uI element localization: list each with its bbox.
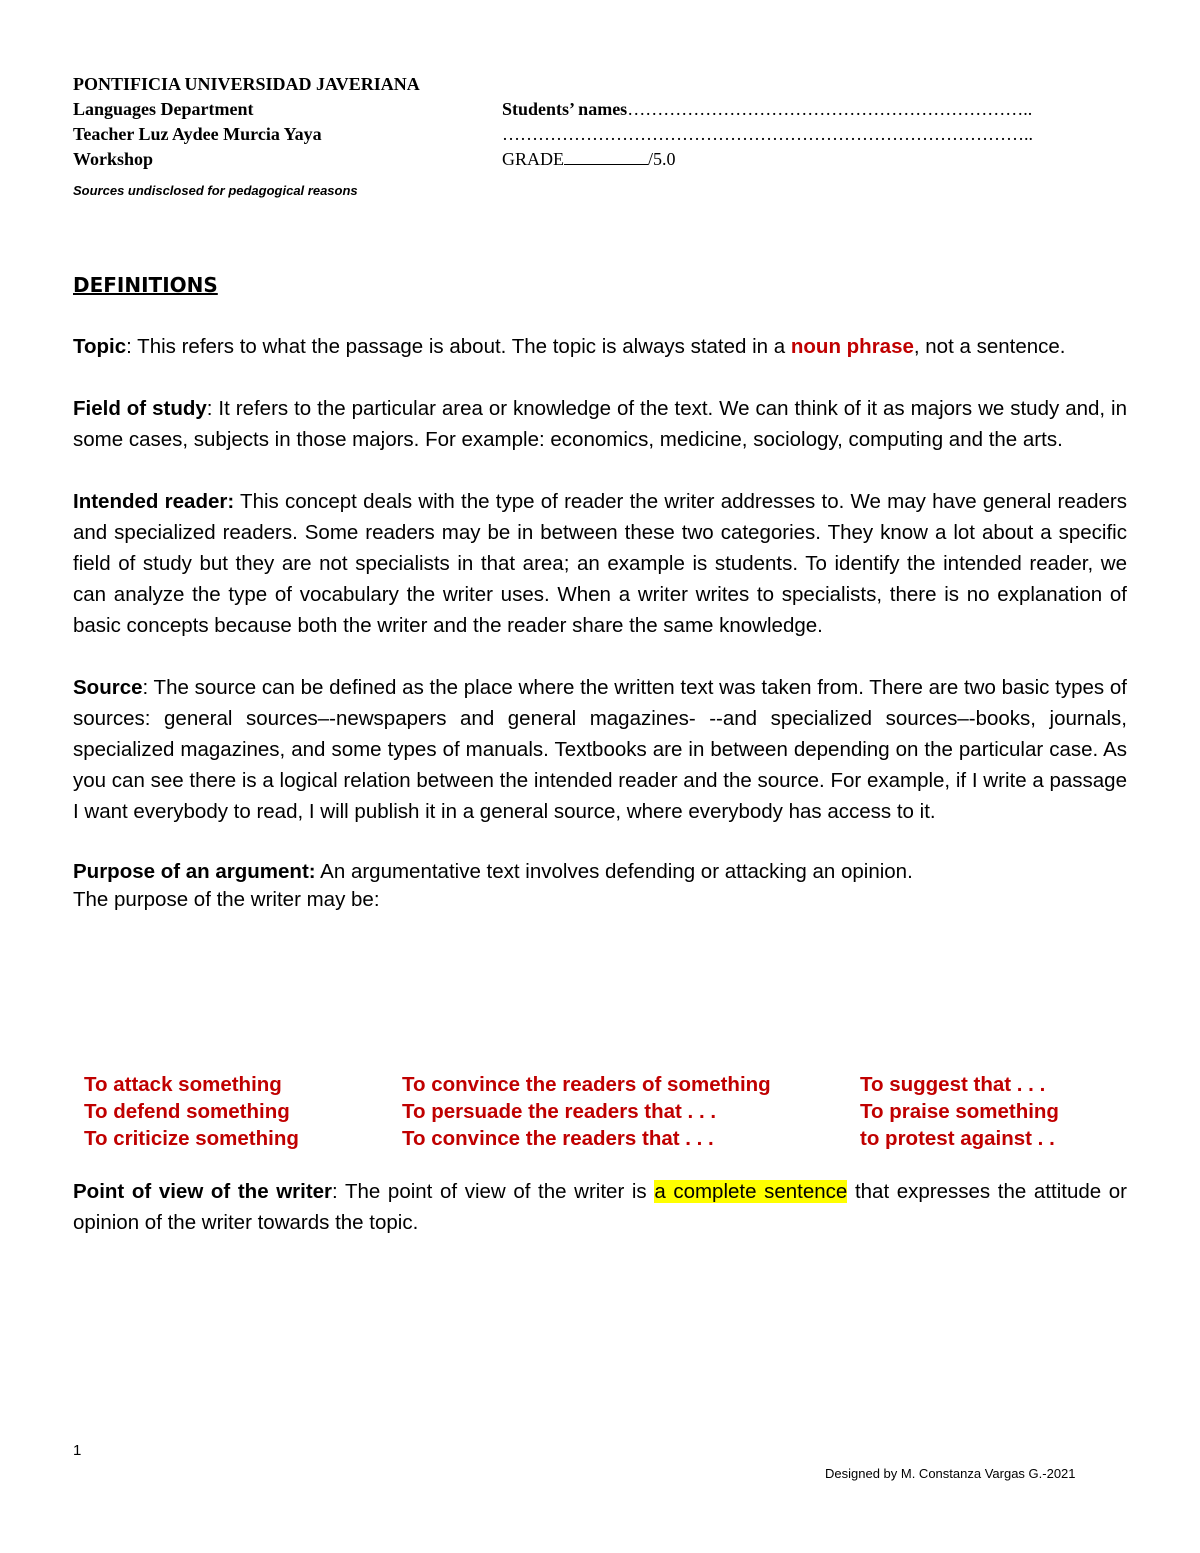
purpose-line2: The purpose of the writer may be: xyxy=(73,888,380,911)
students-names-line xyxy=(502,97,1122,122)
footer-credit: Designed by M. Constanza Vargas G.-2021 xyxy=(825,1466,1076,1481)
purpose-option: To praise something xyxy=(860,1100,1059,1123)
topic-text-a: : This refers to what the passage is about. The topic is always stated in a xyxy=(126,335,791,358)
source-definition xyxy=(73,672,1127,827)
pov-text-b: that expresses the attitude or opinion of the writer towards the topic. xyxy=(73,1180,1127,1234)
purpose-definition xyxy=(73,858,1127,886)
purpose-column-2 xyxy=(402,1071,771,1152)
complete-sentence-highlight: a complete sentence xyxy=(654,1180,848,1203)
grade-label: GRADE xyxy=(502,149,564,169)
pov-term: Point of view of the writer xyxy=(73,1180,333,1203)
purpose-option: To defend something xyxy=(84,1100,290,1123)
purpose-term: Purpose of an argument: xyxy=(73,860,316,883)
page-number: 1 xyxy=(73,1442,82,1459)
purpose-column-3 xyxy=(860,1071,1059,1152)
topic-definition xyxy=(73,331,1127,362)
purpose-option: To convince the readers that . . . xyxy=(402,1127,714,1150)
department-name: Languages Department xyxy=(73,99,254,119)
source-text: : The source can be defined as the place where the written text was taken from. There are two basic types of sources: general sources–-newspapers and general magazines- --and specialized sources–-books, journals, specialized magazines, and some types of manuals. Textbooks are in between depending on the particular case. As you can see there is a logical relation between the intended reader and the source. For example, if I write a passage I want everybody to read, I will publish it in a general source, where everybody has access to it. xyxy=(73,676,1127,823)
noun-phrase-emphasis: noun phrase xyxy=(790,335,914,358)
topic-term: Topic xyxy=(73,335,127,358)
students-names-label: Students’ names xyxy=(502,99,628,119)
grade-line xyxy=(502,147,1122,172)
reader-definition xyxy=(73,486,1127,641)
field-text: : It refers to the particular area or knowledge of the text. We can think of it as majors we study and, in some cases, subjects in those majors. For example: economics, medicine, sociology, computing and the arts. xyxy=(73,397,1127,451)
purpose-option: to protest against . . xyxy=(860,1127,1055,1150)
reader-text: This concept deals with the type of reader the writer addresses to. We may have general readers and specialized readers. Some readers may be in between these two categories. They know a lot about a specific field of study but they are not specialists in that area; an example is students. To identify the intended reader, we can analyze the type of vocabulary the writer uses. When a writer writes to specialists, there is no explanation of basic concepts because both the writer and the reader share the same knowledge. xyxy=(73,490,1127,637)
grade-blank xyxy=(564,148,648,165)
purpose-option: To persuade the readers that . . . xyxy=(402,1100,717,1123)
purpose-option: To suggest that . . . xyxy=(860,1073,1046,1096)
students-names-dots: ………………………………………………………….. xyxy=(627,99,1033,119)
topic-text-b: , not a sentence. xyxy=(913,335,1066,358)
field-term: Field of study xyxy=(73,397,207,420)
purpose-text: An argumentative text involves defending or attacking an opinion. xyxy=(315,860,913,883)
pov-text-a: : The point of view of the writer is xyxy=(332,1180,655,1203)
workshop-label: Workshop xyxy=(73,149,154,169)
purpose-option: To convince the readers of something xyxy=(402,1073,771,1096)
header-right xyxy=(502,97,1122,172)
students-names-dots-line2: …………………………………………………………………………….. xyxy=(502,124,1033,144)
field-definition xyxy=(73,393,1127,455)
grade-suffix: /5.0 xyxy=(648,149,676,169)
definitions-title: DEFINITIONS xyxy=(73,273,218,297)
reader-term: Intended reader: xyxy=(73,490,235,513)
sources-note: Sources undisclosed for pedagogical reasons xyxy=(73,183,358,198)
purpose-column-1 xyxy=(84,1071,299,1152)
purpose-options xyxy=(84,1071,1134,1155)
definitions-body xyxy=(73,331,1127,914)
pov-definition xyxy=(73,1176,1127,1238)
purpose-option: To criticize something xyxy=(84,1127,299,1150)
purpose-option: To attack something xyxy=(84,1073,282,1096)
university-name: PONTIFICIA UNIVERSIDAD JAVERIANA xyxy=(73,74,420,94)
teacher-name: Teacher Luz Aydee Murcia Yaya xyxy=(73,124,322,144)
source-term: Source xyxy=(73,676,143,699)
header-left xyxy=(73,72,493,200)
